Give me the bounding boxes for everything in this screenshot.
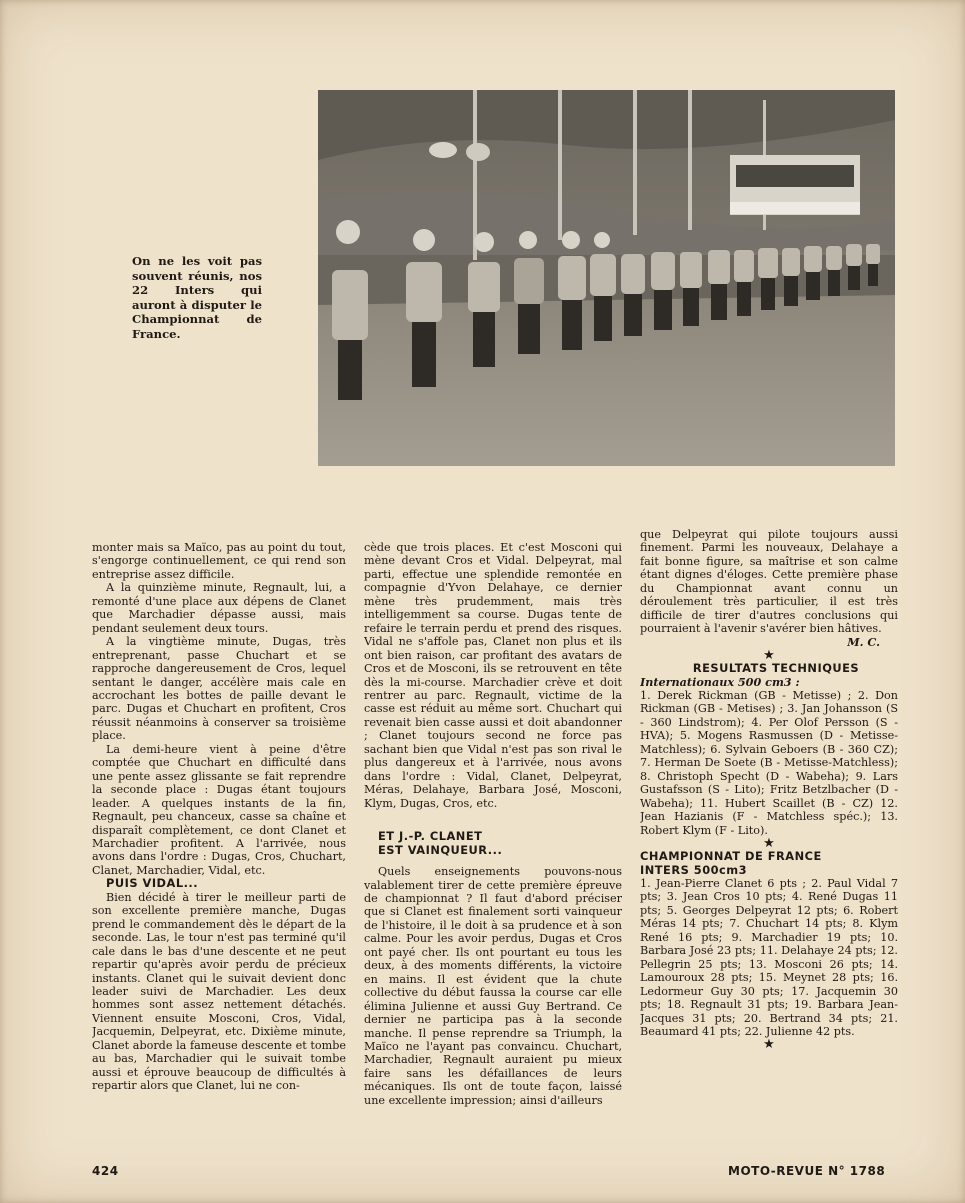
star-separator-icon: ★ <box>763 648 775 664</box>
author-signature: M. C. <box>847 634 880 649</box>
results-list: 1. Derek Rickman (GB - Metisse) ; 2. Don Rickman (GB - Metises) ; 3. Jan Johansson (S - 360 Lindstrom); 4. Per Olof Persson (S - HVA); 5. Mogens Rasmussen (D - Metisse-Matchless); 6. Sylvain Geboers (B - 360 CZ); 7. Herman De Soete (B - Metisse-Matchless); 8. Christoph Specht (D - Wabeha); 9. Lars Gustafsson (S - Lito); Fritz Betzlbacher (D - Wabeha); 11. Hubert Scaillet (B - CZ) 12. Jean Hazianis (F - Matchless spéc.); 13. Robert Klym (F - Lito). <box>640 689 898 837</box>
results-subheading: Internationaux 500 cm3 : <box>640 674 800 689</box>
paragraph: cède que trois places. Et c'est Mosconi qui mène devant Cros et Vidal. Delpeyrat, mal parti, effectue une splendide remontée en compagnie d'Yvon Delahaye, ce dernier mène très prudemment, mais très intelligemment sa course. Dugas tente de refaire le terrain perdu et prend des risques. Vidal ne s'affole pas, Clanet non plus et ils ont bien raison, car profitant des avatars de Cros et de Mosconi, ils se retrouvent en tête dès la mi-course. Marchadier crève et doit rentrer au parc. Regnault, victime de la casse est réduit au même sort. Chuchart qui revenait bien casse aussi et doit abandonner ; Clanet toujours second ne force pas sachant bien que Vidal n'est pas son rival le plus dangereux et à l'arrivée, nous avons dans l'ordre : Vidal, Clanet, Delpeyrat, Méras, Delahaye, Barbara José, Mosconi, Klym, Dugas, Cros, etc. <box>364 541 622 810</box>
championship-subheading: INTERS 500cm3 <box>640 862 748 877</box>
paragraph: monter mais sa Maïco, pas au point du tout, s'engorge continuellement, ce qui rend son entreprise assez difficile. <box>92 541 346 581</box>
paragraph: A la quinzième minute, Regnault, lui, a remonté d'une place aux dépens de Clanet que Marchadier dépasse aussi, mais pendant seulement deux tours. <box>92 581 346 635</box>
heading-line: EST VAINQUEUR... <box>378 842 503 857</box>
results-heading: RESULTATS TECHNIQUES <box>692 661 860 676</box>
star-separator-icon: ★ <box>763 836 775 852</box>
paragraph: que Delpeyrat qui pilote toujours aussi finement. Parmi les nouveaux, Delahaye a fait bonne figure, sa maîtrise et son calme étant dignes d'éloges. Cette première phase du Championnat avant connu un déroulement très particulier, il est très difficile de tirer d'autres conclusions qui pourraient à l'avenir s'avérer bien hâtives. <box>640 528 898 636</box>
heading-line: ET J.-P. CLANET <box>378 829 483 844</box>
page-number: 424 <box>92 1164 119 1178</box>
riders-lineup-photo <box>318 90 895 466</box>
article-column-2 <box>364 541 622 1181</box>
paragraph: Quels enseignements pouvons-nous valablement tirer de cette première épreuve de championnat ? Il faut d'abord préciser que si Clanet est finalement sorti vainqueur de l'histoire, il le doit à sa prudence et à son calme. Pour les avoir perdus, Dugas et Cros ont payé cher. Ils ont pourtant eu tous les deux, à des moments différents, la victoire en mains. Il est évident que la chute collective du début faussa la course car elle élimina Julienne et aussi Guy Bertrand. Ce dernier ne participa pas à la seconde manche. Il pense reprendre sa Triumph, la Maïco ne l'ayant pas convaincu. Chuchart, Marchadier, Regnault auraient pu mieux faire sans les défaillances de leurs mécaniques. Ils ont de toute façon, laissé une excellente impression; ainsi d'ailleurs <box>364 865 622 1107</box>
magazine-issue: MOTO-REVUE N° 1788 <box>728 1164 886 1178</box>
article-column-3 <box>640 528 898 1168</box>
paragraph: A la vingtième minute, Dugas, très entreprenant, passe Chuchart et se rapproche dangereusement de Cros, lequel sentant le danger, accélère mais cale en accrochant les bottes de paille devant le parc. Dugas et Chuchart en profitent, Cros réussit néanmoins à conserver sa troisième place. <box>92 635 346 743</box>
star-separator-icon: ★ <box>763 1037 775 1053</box>
section-heading-puis-vidal: PUIS VIDAL... <box>106 876 199 891</box>
paragraph: La demi-heure vient à peine d'être comptée que Chuchart en difficulté dans une pente assez glissante se fait reprendre la seconde place : Dugas étant toujours leader. A quelques instants de la fin, Regnault, peu chanceux, casse sa chaîne et disparaît complètement, ce dont Clanet et Marchadier profitent. A l'arrivée, nous avons dans l'ordre : Dugas, Cros, Chuchart, Clanet, Marchadier, Vidal, etc. <box>92 742 346 877</box>
photo-caption: On ne les voit pas souvent réunis, nos 22 Inters qui auront à disputer le Championnat de France. <box>132 254 262 341</box>
section-heading-clanet-vainqueur <box>364 830 622 857</box>
championship-standings: 1. Jean-Pierre Clanet 6 pts ; 2. Paul Vidal 7 pts; 3. Jean Cros 10 pts; 4. René Dugas 11 pts; 5. Georges Delpeyrat 12 pts; 6. Robert Méras 14 pts; 7. Chuchart 14 pts; 8. Klym René 16 pts; 9. Marchadier 19 pts; 10. Barbara José 23 pts; 11. Delahaye 24 pts; 12. Pellegrin 25 pts; 13. Mosconi 26 pts; 14. Lamouroux 28 pts; 15. Meynet 28 pts; 16. Ledormeur Guy 30 pts; 17. Jacquemin 30 pts; 18. Regnault 31 pts; 19. Barbara Jean-Jacques 31 pts; 20. Bertrand 34 pts; 21. Beaumard 41 pts; 22. Julienne 42 pts. <box>640 877 898 1038</box>
championship-heading: CHAMPIONNAT DE FRANCE <box>640 849 822 864</box>
article-column-1 <box>92 541 346 1181</box>
photo-illustration <box>318 90 895 466</box>
paragraph: Bien décidé à tirer le meilleur parti de son excellente première manche, Dugas prend le commandement dès le départ de la seconde. Las, le tour n'est pas terminé qu'il cale dans le bas d'une descente et ne peut repartir qu'après avoir perdu de précieux instants. Clanet qui le suivait devient donc leader suivi de Marchadier. Les deux hommes sont assez nettement détachés. Viennent ensuite Mosconi, Cros, Vidal, Jacquemin, Delpeyrat, etc. Dixième minute, Clanet aborde la fameuse descente et tombe au bas, Marchadier qui le suivait tombe aussi et éprouve beaucoup de difficultés à repartir alors que Clanet, lui ne con- <box>92 890 346 1093</box>
